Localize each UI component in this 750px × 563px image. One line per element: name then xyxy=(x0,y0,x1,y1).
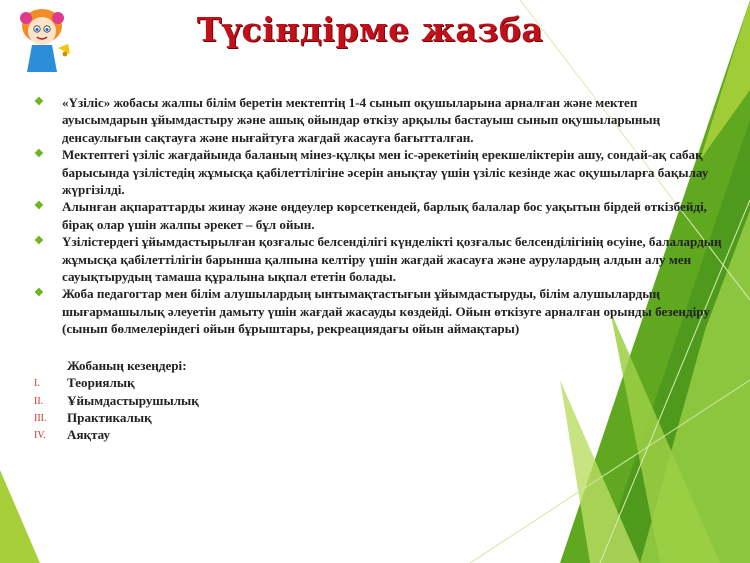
diamond-bullet-icon: ❖ xyxy=(34,287,44,300)
diamond-bullet-icon: ❖ xyxy=(34,235,44,248)
diamond-bullet-icon: ❖ xyxy=(34,148,44,161)
bullet-text: «Үзіліс» жобасы жалпы білім беретін мектептің 1-4 сынып оқушыларына арналған және мектеп ауысымдарын ұйымдастыру және ашық ойындар өткізу арқылы бастауыш сынып оқушыларының денсаулығын сақтауға және нығайтуға жағдай жасауға бағытталған. xyxy=(62,95,661,145)
bullet-text: Мектептегі үзіліс жағдайында баланың мінез-құлқы мен іс-әрекетінің ерекшеліктерін ашу, сондай-ақ сабақ барысында үзілістедің жұмысқа қабілеттілігіне әсерін анықтау үшін үзіліс кезінде жас оқушыларға бақылау жүргізілді. xyxy=(62,147,709,198)
stage-item xyxy=(34,392,724,409)
stages-list xyxy=(34,374,724,444)
diamond-bullet-icon: ❖ xyxy=(34,96,44,108)
diamond-bullet-icon: ❖ xyxy=(34,200,44,213)
stage-item xyxy=(34,409,724,426)
stage-label: Теориялық xyxy=(67,375,135,391)
stage-numeral: II. xyxy=(34,395,44,407)
stage-item xyxy=(34,374,724,391)
stage-label: Практикалық xyxy=(67,409,152,425)
stage-numeral: I. xyxy=(34,378,40,390)
list-item xyxy=(34,233,724,285)
bullet-text: Жоба педагогтар мен білім алушылардың ынтымақтастығын ұйымдастыруды, білім алушылардың шығармашылық әлеуетін дамыту үшін жағдай жасауды көздейді. Ойын өткізуге арналған орынды безендіру (сынып бөлмелеріндегі ойын бұрыштары, рекреациядағы ойын аймақтары) xyxy=(62,286,710,337)
stage-numeral: IV. xyxy=(34,430,46,442)
girl-with-bell-icon xyxy=(12,4,74,74)
list-item xyxy=(34,146,724,198)
stage-item xyxy=(34,426,724,443)
bullet-list xyxy=(34,94,724,338)
bullet-text: Үзілістердегі ұйымдастырылған қозғалыс белсенділігі күнделікті қозғалыс белсенділігінің өсуіне, балалардың жұмысқа қабілеттілігін барынша қалпына келтіру үшін жағдай жасауға және аурулардың алдын алу мен сауықтырудың тамаша құралына ықпал ететін болады. xyxy=(62,234,722,285)
stages-heading: Жобаның кезеңдері: xyxy=(67,357,187,373)
content-area xyxy=(34,94,724,444)
list-item xyxy=(34,198,724,233)
stage-label: Ұйымдастырушылық xyxy=(67,392,199,408)
stage-label: Аяқтау xyxy=(67,427,111,443)
list-item xyxy=(34,285,724,337)
page-title: Түсіндірме жазба xyxy=(196,10,544,49)
bullet-text: Алынған ақпараттарды жинау және өңдеулер көрсеткендей, барлық балалар бос уақытын бірдей өткізбейді, бірақ олар үшін жалпы әрекет – бұл ойын. xyxy=(62,199,707,232)
list-item xyxy=(34,94,724,146)
stage-numeral: III. xyxy=(34,412,47,424)
